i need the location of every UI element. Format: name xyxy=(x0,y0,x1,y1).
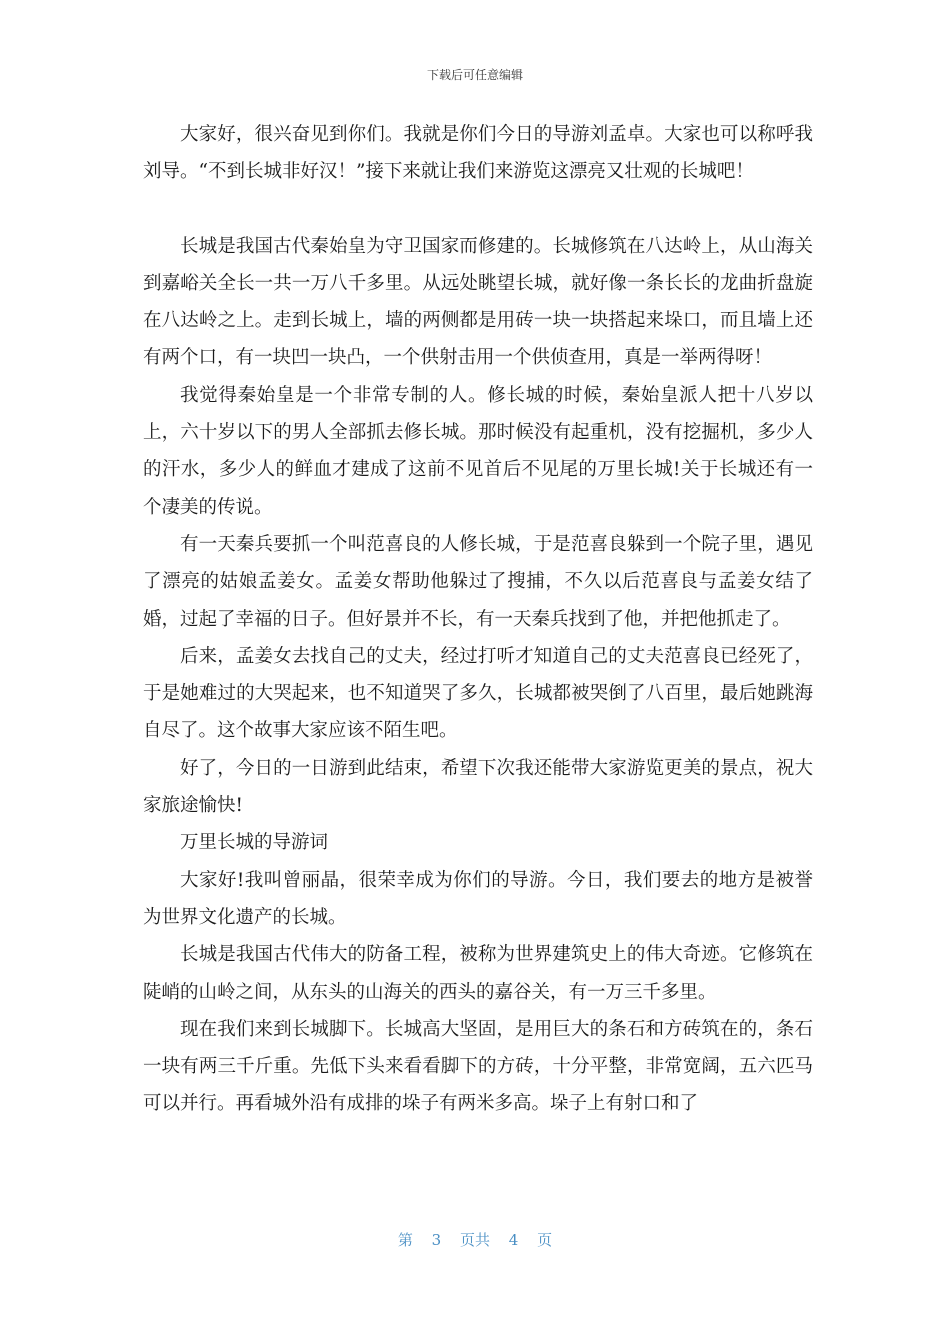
paragraph-legend-start: 有一天秦兵要抓一个叫范喜良的人修长城，于是范喜良躲到一个院子里，遇见了漂亮的姑娘孟姜女。孟姜女帮助他躲过了搜捕，不久以后范喜良与孟姜女结了婚，过起了幸福的日子。但好景并不长，有一天秦兵找到了他，并把他抓走了。 xyxy=(143,533,813,630)
paragraph-greeting: 大家好，很兴奋见到你们。我就是你们今日的导游刘孟卓。大家也可以称呼我刘导。“不到长城非好汉！”接下来就让我们来游览这漂亮又壮观的长城吧！ xyxy=(143,124,813,183)
footer-total-pages: 4 xyxy=(508,1231,519,1249)
paragraph-farewell: 好了，今日的一日游到此结束，希望下次我还能带大家游览更美的景点，祝大家旅途愉快! xyxy=(143,757,813,817)
page-footer xyxy=(0,1229,950,1250)
paragraph-great-wall-intro: 长城是我国古代秦始皇为守卫国家而修建的。长城修筑在八达岭上，从山海关到嘉峪关全长一共一万八千多里。从远处眺望长城，就好像一条长长的龙曲折盘旋在八达岭之上。走到长城上，墙的两侧都是用砖一块一块搭起来垛口，而且墙上还有两个口，有一块凹一块凸，一个供射击用一个供侦查用，真是一举两得呀！ xyxy=(143,235,813,369)
section-title: 万里长城的导游词 xyxy=(180,832,329,854)
footer-suffix: 页 xyxy=(537,1231,553,1249)
paragraph-qin-shihuang: 我觉得秦始皇是一个非常专制的人。修长城的时候，秦始皇派人把十八岁以上，六十岁以下的男人全部抓去修长城。那时候没有起重机，没有挖掘机，多少人的汗水，多少人的鲜血才建成了这前不见首后不见尾的万里长城!关于长城还有一个凄美的传说。 xyxy=(143,384,813,518)
footer-middle: 页共 xyxy=(459,1231,490,1249)
footer-prefix: 第 xyxy=(397,1231,413,1249)
paragraph-legend-end: 后来，孟姜女去找自己的丈夫，经过打听才知道自己的丈夫范喜良已经死了，于是她难过的大哭起来，也不知道哭了多久，长城都被哭倒了八百里，最后她跳海自尽了。这个故事大家应该不陌生吧。 xyxy=(143,645,813,742)
paragraph-defense-project: 长城是我国古代伟大的防备工程，被称为世界建筑史上的伟大奇迹。它修筑在陡峭的山岭之间，从东头的山海关的西头的嘉谷关，有一万三千多里。 xyxy=(143,944,813,1003)
page-header: 下载后可任意编辑 xyxy=(426,68,523,82)
footer-page-number: 3 xyxy=(431,1231,442,1249)
paragraph-second-greeting: 大家好!我叫曾丽晶，很荣幸成为你们的导游。今日，我们要去的地方是被誉为世界文化遗产的长城。 xyxy=(143,869,813,928)
document-body xyxy=(143,116,813,1123)
paragraph-wall-foot: 现在我们来到长城脚下。长城高大坚固，是用巨大的条石和方砖筑在的，条石一块有两三千斤重。先低下头来看看脚下的方砖，十分平整，非常宽阔，五六匹马可以并行。再看城外沿有成排的垛子有两米多高。垛子上有射口和了 xyxy=(143,1018,813,1115)
